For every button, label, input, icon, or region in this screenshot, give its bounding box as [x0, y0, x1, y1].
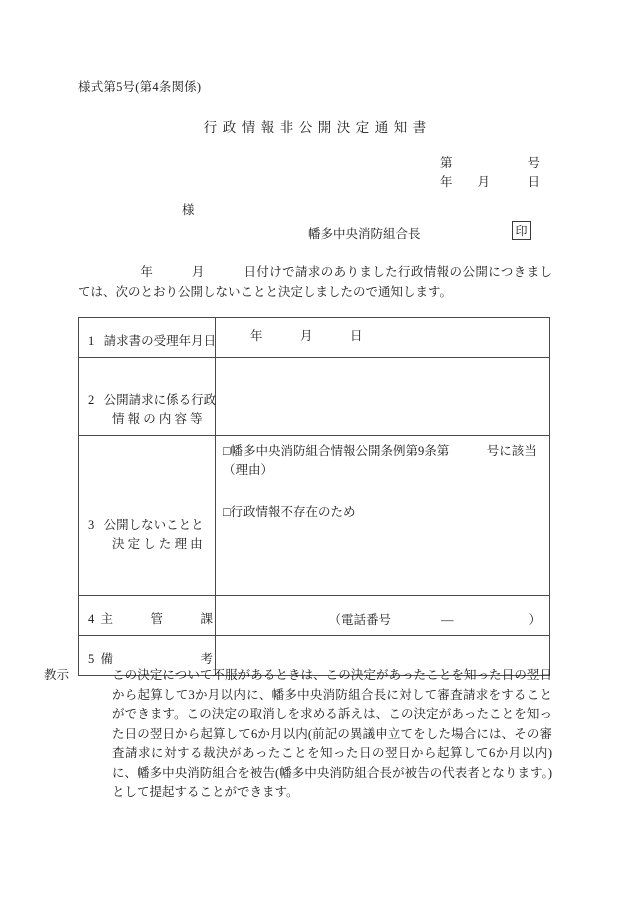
row-label-cell-1: [79, 318, 216, 358]
row-label-cell-3: [79, 436, 216, 596]
appeal-notice-body: [44, 666, 552, 803]
row-value-cell-4[interactable]: [216, 596, 550, 636]
row-label-text-2: 公開請求に係る行政: [103, 393, 217, 407]
addressee-honorific: 様: [182, 203, 195, 217]
lead-paragraph: [78, 262, 552, 302]
row-label-text-3b: 決 定 し た 理 由: [112, 537, 203, 551]
remarks-input[interactable]: [216, 636, 549, 648]
table-row: [79, 358, 550, 436]
row-label-3: [88, 442, 208, 554]
appeal-notice-tag: 教示: [44, 668, 70, 682]
document-number-field: 第 号: [440, 156, 541, 170]
telephone-number-input[interactable]: （電話番号 ― ）: [328, 613, 541, 627]
row-label-cell-4: [79, 596, 216, 636]
reason-checkbox-nonexistent[interactable]: □行政情報不存在のため: [223, 505, 356, 519]
appeal-notice-text: この決定について不服があるときは、この決定があったことを知った日の翌日から起算して3か月以内に、幡多中央消防組合長に対して審査請求をすることができます。この決定の取消しを求める訴えは、この決定があったことを知った日の翌日から起算して6か月以内(前記の異議申立てをした場合には、その審査請求に対する裁決があったことを知った日の翌日から起算して6か月以内)に、幡多中央消防組合を被告(幡多中央消防組合長が被告の代表者となります。)として提起することができます。: [112, 668, 552, 799]
row-label-text-2b: 情 報 の 内 容 等: [112, 412, 203, 426]
table-row: [79, 596, 550, 636]
reason-checkbox-ordinance[interactable]: □幡多中央消防組合情報公開条例第9条第 号に該当: [223, 444, 537, 458]
row-value-cell-1[interactable]: [216, 318, 550, 358]
row-label-1: [88, 324, 217, 351]
row-number-3: 3: [88, 518, 95, 532]
row-number-2: 2: [88, 393, 95, 407]
seal-stamp-icon: 印: [512, 221, 531, 240]
lead-text: 年 月 日付けで請求のありました行政情報の公開につきましては、次のとおり公開しないことと決定しましたので通知します。: [78, 265, 552, 299]
row-number-1: 1: [88, 334, 95, 348]
decision-form-table: [78, 317, 550, 676]
row-number-4: 4: [88, 612, 95, 626]
request-content-input[interactable]: [216, 358, 549, 370]
form-number: 様式第5号(第4条関係): [78, 80, 202, 94]
row-label-text-5: 備 考: [100, 652, 214, 666]
row-value-cell-2[interactable]: [216, 358, 550, 436]
table-row: [79, 318, 550, 358]
reason-note-label: （理由）: [223, 463, 274, 477]
row-label-text-1: 請求書の受理年月日: [103, 334, 217, 348]
row-number-5: 5: [88, 652, 95, 666]
table-row: [79, 436, 550, 596]
row-label-4: [88, 602, 214, 629]
row-label-2: [88, 364, 217, 429]
document-date-field: 年 月 日: [440, 175, 541, 189]
row-label-cell-2: [79, 358, 216, 436]
row-label-text-4: 主 管 課: [100, 612, 214, 626]
page-title: 行政情報非公開決定通知書: [203, 120, 432, 135]
row-label-5: [88, 642, 214, 669]
issuer-name: 幡多中央消防組合長: [308, 227, 421, 241]
receipt-date-input[interactable]: 年 月 日: [250, 329, 363, 343]
appeal-notice: [44, 666, 552, 803]
row-value-cell-3[interactable]: [216, 436, 550, 596]
row-label-text-3: 公開しないことと: [103, 518, 204, 532]
